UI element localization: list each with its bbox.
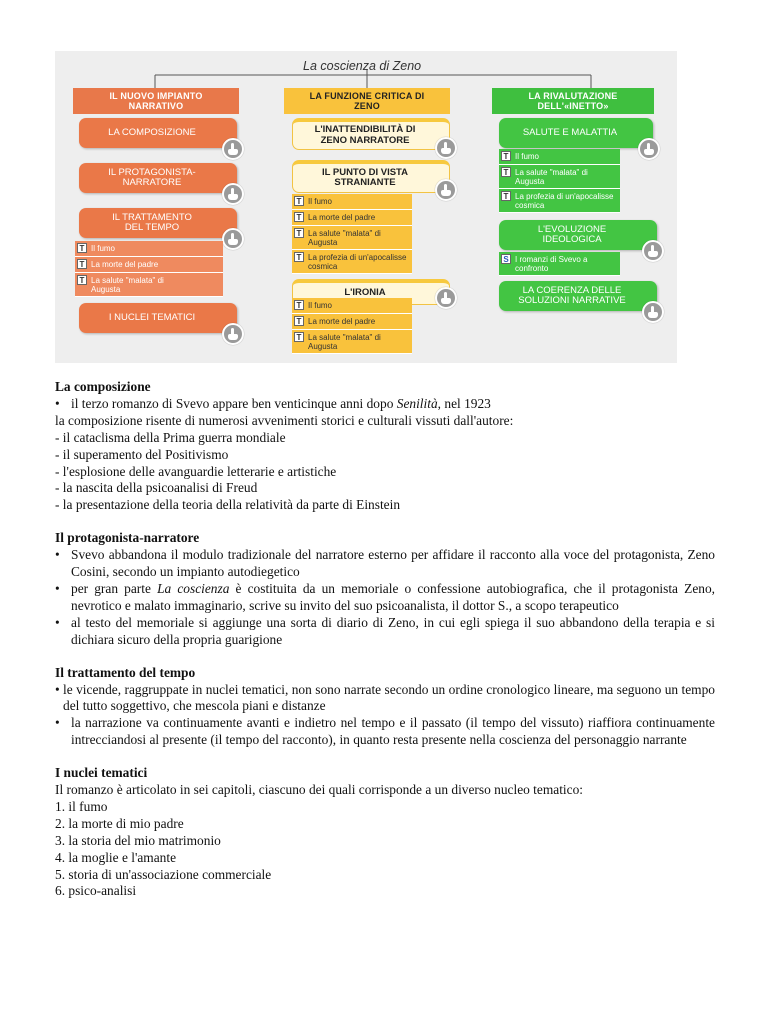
hand-pointer-icon[interactable] — [638, 138, 660, 160]
bullet-text: è costituita da un memoriale o confessione autobiografica, che il protagonista Zeno, nevrotico e malato immaginario, scrive su invito del suo psicoanalista, il dottor S., a scopo terapeutico — [71, 580, 715, 613]
hand-pointer-icon[interactable] — [435, 287, 457, 309]
node-coerenza-soluzioni[interactable] — [499, 281, 657, 311]
node-salute-malattia[interactable] — [499, 118, 653, 148]
sub-item-label: Il fumo — [91, 244, 116, 253]
node-label: L'IRONIA — [344, 287, 386, 299]
list-item: 4. la moglie e l'amante — [55, 849, 177, 865]
node-punto-di-vista[interactable] — [292, 160, 450, 193]
list-item: - il cataclisma della Prima guerra mondiale — [55, 429, 286, 445]
sub-item-label: La morte del padre — [91, 260, 159, 269]
section-title-tempo: Il trattamento del tempo — [55, 664, 196, 680]
hand-pointer-icon[interactable] — [222, 183, 244, 205]
bullet-item — [55, 396, 715, 413]
list-item: - il superamento del Positivismo — [55, 446, 229, 462]
node-label: LA COMPOSIZIONE — [108, 126, 196, 138]
sub-item-label: La salute "malata" di Augusta — [308, 229, 381, 247]
col2-heading — [284, 88, 450, 114]
concept-map — [55, 51, 677, 363]
sub-item-label: Il fumo — [308, 197, 333, 206]
sub-item-morte-padre[interactable] — [292, 314, 412, 330]
col2-heading-label: LA FUNZIONE CRITICA DI ZENO — [309, 91, 425, 111]
hand-pointer-icon[interactable] — [222, 228, 244, 250]
bullet-item — [55, 547, 715, 581]
list-item: - la presentazione della teoria della relatività da parte di Einstein — [55, 497, 401, 513]
sub-item-label: La morte del padre — [308, 317, 376, 326]
list-item: 1. il fumo — [55, 798, 108, 814]
node-label: IL PROTAGONISTA-NARRATORE — [108, 166, 196, 188]
paragraph: la composizione risente di numerosi avvenimenti storici e culturali vissuti dall'autore: — [55, 412, 514, 428]
node-label: IL PUNTO DI VISTA STRANIANTE — [321, 166, 409, 188]
sub-item-morte-padre[interactable] — [292, 210, 412, 226]
node-tempo[interactable] — [79, 208, 237, 238]
bullet-text: al testo del memoriale si aggiunge una sorta di diario di Zeno, in cui egli spiega il suo abbandono della terapia e si dichiara sicuro della propria guarigione — [71, 614, 715, 647]
sub-item-fumo[interactable] — [499, 149, 620, 165]
document-body — [55, 379, 715, 900]
bullet-marker: • — [55, 614, 60, 630]
bullet-text: la narrazione va continuamente avanti e indietro nel tempo e il passato (il tempo del vissuto) riaffiora continuamente intrecciandosi al presente (il tempo del racconto), in quanto resta presente nella coscienza del personaggio narrante — [71, 715, 715, 748]
section-title-protagonista: Il protagonista-narratore — [55, 530, 200, 546]
hand-pointer-icon[interactable] — [435, 179, 457, 201]
node-label: LA COERENZA DELLE SOLUZIONI NARRATIVE — [518, 284, 626, 306]
hand-pointer-icon[interactable] — [222, 138, 244, 160]
bullet-marker: • — [55, 395, 60, 411]
sub-item-label: I romanzi di Svevo a confronto — [515, 255, 588, 273]
sub-item-label: La salute "malata" di Augusta — [308, 333, 381, 351]
sub-item-label: La morte del padre — [308, 213, 376, 222]
hand-pointer-icon[interactable] — [642, 301, 664, 323]
list-item: - l'esplosione delle avanguardie letterarie e artistiche — [55, 463, 337, 479]
bullet-marker: • — [55, 580, 60, 596]
text-badge-icon: T — [294, 316, 304, 326]
text-badge-icon: T — [77, 275, 87, 285]
text-badge-icon: T — [294, 252, 304, 262]
bullet-text: , nel 1923 — [437, 395, 491, 411]
sub-item-salute-augusta[interactable] — [292, 330, 412, 354]
node-label: IL TRATTAMENTO DEL TEMPO — [112, 211, 192, 233]
node-protagonista[interactable] — [79, 163, 237, 193]
sub-item-label: Il fumo — [308, 301, 333, 310]
sub-item-morte-padre[interactable] — [75, 257, 223, 273]
section-title-nuclei: I nuclei tematici — [55, 765, 148, 781]
bullet-text: Svevo abbandona il modulo tradizionale del narratore esterno per affidare il racconto alla voce del protagonista, Zeno Cosini, secondo un impianto autodiegetico — [71, 547, 715, 580]
text-badge-icon: T — [77, 243, 87, 253]
text-badge-icon: T — [501, 167, 511, 177]
list-item: 6. psico-analisi — [55, 883, 137, 899]
diagram-title: La coscienza di Zeno — [303, 59, 422, 73]
sub-item-fumo[interactable] — [292, 298, 412, 314]
bullet-text: per gran parte — [71, 580, 158, 596]
sub-item-salute-augusta[interactable] — [292, 226, 412, 250]
bullet-marker: • — [55, 715, 60, 731]
hand-pointer-icon[interactable] — [435, 137, 457, 159]
text-badge-icon: T — [294, 300, 304, 310]
list-item: 5. storia di un'associazione commerciale — [55, 866, 272, 882]
col1-heading-label: IL NUOVO IMPIANTO NARRATIVO — [109, 91, 203, 111]
text-badge-icon: T — [294, 196, 304, 206]
bullet-text-italic: La coscienza — [157, 580, 230, 596]
col3-heading-label: LA RIVALUTAZIONE DELL'«INETTO» — [528, 91, 618, 111]
sub-item-profezia[interactable] — [292, 250, 412, 274]
node-inattendibilita[interactable] — [292, 118, 450, 150]
sub-item-label: Il fumo — [515, 152, 540, 161]
section-title-composizione: La composizione — [55, 379, 151, 394]
bullet-marker: • — [55, 547, 60, 563]
node-label: SALUTE E MALATTIA — [522, 126, 618, 138]
hand-pointer-icon[interactable] — [222, 323, 244, 345]
bullet-item — [55, 615, 715, 649]
col3-heading — [492, 88, 654, 114]
sub-item-label: La profezia di un'apocalisse cosmica — [308, 253, 407, 271]
sub-item-romanzi-svevo[interactable] — [499, 252, 620, 276]
bullet-marker: • — [55, 681, 60, 697]
sub-item-label: La salute "malata" di Augusta — [91, 276, 164, 294]
text-badge-icon: T — [294, 228, 304, 238]
node-label: L'INATTENDIBILITÀ DI ZENO NARRATORE — [314, 124, 416, 146]
sub-item-profezia[interactable] — [499, 189, 620, 213]
paragraph: Il romanzo è articolato in sei capitoli, ciascuno dei quali corrisponde a un diverso nucleo tematico: — [55, 782, 584, 798]
text-badge-icon: T — [294, 212, 304, 222]
list-item: 3. la storia del mio matrimonio — [55, 832, 221, 848]
text-badge-icon: T — [77, 259, 87, 269]
node-label: I NUCLEI TEMATICI — [108, 311, 196, 323]
bullet-text-italic: Senilità — [396, 395, 438, 411]
list-item: 2. la morte di mio padre — [55, 815, 184, 831]
hand-pointer-icon[interactable] — [642, 240, 664, 262]
bullet-item — [55, 682, 715, 716]
sub-item-fumo[interactable] — [292, 194, 412, 210]
sub-item-fumo[interactable] — [75, 241, 223, 257]
node-evoluzione-ideologica[interactable] — [499, 220, 657, 250]
node-label: L'EVOLUZIONE IDEOLOGICA — [537, 223, 607, 245]
sub-item-salute-augusta[interactable] — [499, 165, 620, 189]
bullet-item — [55, 581, 715, 615]
text-badge-icon: T — [501, 151, 511, 161]
bullet-item — [55, 715, 715, 749]
list-item: - la nascita della psicoanalisi di Freud — [55, 480, 258, 496]
text-badge-icon: T — [501, 191, 511, 201]
node-nuclei[interactable] — [79, 303, 237, 333]
sub-item-label: La profezia di un'apocalisse cosmica — [515, 192, 614, 210]
bullet-text: le vicende, raggruppate in nuclei tematici, non sono narrate secondo un ordine cronologico lineare, ma seguono un tempo del tutto soggettivo, che mescola piani e distanze — [63, 681, 715, 714]
text-badge-icon: T — [294, 332, 304, 342]
col1-heading — [73, 88, 239, 114]
sub-item-salute-augusta[interactable] — [75, 273, 223, 297]
source-badge-icon: S — [501, 254, 511, 264]
bullet-text: il terzo romanzo di Svevo appare ben venticinque anni dopo — [71, 395, 397, 411]
node-composizione[interactable] — [79, 118, 237, 148]
sub-item-label: La salute "malata" di Augusta — [515, 168, 588, 186]
